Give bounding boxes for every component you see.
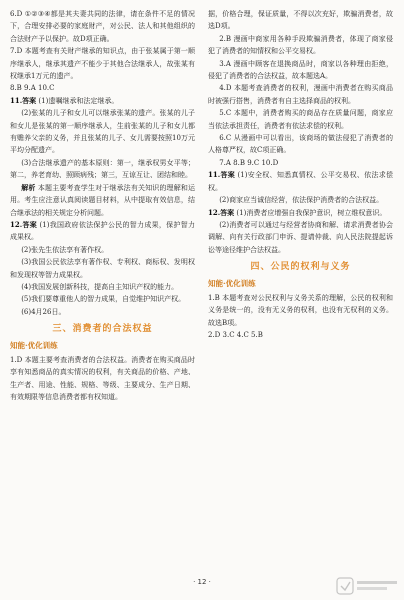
paragraph: (4)我国发展创新科技，提高自主知识产权的能力。 — [21, 282, 179, 291]
left-column — [10, 8, 195, 404]
paragraph: (5)我们要尊重他人的智力成果，自觉维护知识产权。 — [21, 295, 186, 304]
paragraph: 5.C 本题中，消费者购买的商品存在质量问题，商家应当依法承担责任，消费者有依法求偿的权利。 — [208, 109, 393, 130]
paragraph: (2)张先生依法享有著作权。 — [21, 245, 109, 254]
answer-label: 11.答案 — [208, 170, 236, 180]
paragraph: (2)张某的儿子和女儿可以继承张某的遗产。张某的儿子和女儿是张某的第一顺序继承人，生前张某的儿子和女儿都有赡养父亲的义务，并且张某的儿子、女儿需要按照10万元平均分配遗产。 — [10, 109, 195, 155]
page-number: · 12 · — [193, 578, 211, 586]
section-title: 三、消费者的合法权益 — [52, 324, 153, 335]
answer-paragraph — [208, 169, 393, 194]
paragraph: 据，价格合理，保证质量，不得以次充好，欺骗消费者，故选D项。 — [208, 10, 393, 31]
answer-paragraph — [208, 207, 393, 219]
sub-title: 知能·优化训练 — [208, 278, 256, 288]
paragraph: 2.B 漫画中商家用各种手段欺骗消费者，体现了商家侵犯了消费者的知情权和公平交易权。 — [208, 34, 393, 56]
analysis-paragraph — [10, 182, 195, 219]
paragraph: 3.A 漫画中顾客在退换商品时，商家以各种理由拒绝，侵犯了消费者的合法权益，故本题选A。 — [208, 59, 393, 81]
paragraph: 1.B 本题考查对公民权利与义务关系的理解，公民的权利和义务是统一的，没有无义务的权利，也没有无权利的义务。故选B项。 — [208, 293, 393, 327]
paragraph: 7.D 本题考查有关财产继承的知识点，由于张某属于第一顺序继承人，继承其遗产不能少于其他合法继承人，故张某有权继承1万元的遗产。 — [10, 47, 195, 81]
answer-text: (1)安全权、知悉真情权、公平交易权、依法求偿权。 — [208, 171, 393, 192]
analysis-label: 解析 — [21, 182, 36, 192]
paragraph: (2)商家应当诚信经营，依法保护消费者的合法权益。 — [219, 196, 384, 205]
sub-title: 知能·优化训练 — [10, 340, 58, 350]
paragraph: 6.D ①②③④都是其夫妻共同的法律，请在条件不足的情况下，合理安排必要的家庭财产，对公民、法人和其他组织的合法财产予以保护。故D项正确。 — [10, 10, 195, 43]
paragraph: 7.A 8.B 9.C 10.D — [219, 158, 279, 167]
paragraph: 4.D 本题考查消费者的权利，漫画中消费者在购买商品时被强行搭售，消费者有自主选择商品的权利。 — [208, 84, 393, 105]
paragraph: 1.D 本题主要考查消费者的合法权益。消费者在购买商品时享有知悉商品的真实情况的权利，有关商品的价格、产地、生产者、用途、性能、规格、等级、主要成分、生产日期、有效期限等信息消费者都有权知道。 — [10, 355, 195, 402]
paragraph: (3)合法继承遗产的基本原则：第一，继承权男女平等；第二，养老育幼、照顾病残；第三，互谅互让、团结和睦。 — [10, 158, 195, 180]
section-title: 四、公民的权利与义务 — [250, 262, 351, 273]
answer-label: 11.答案 — [10, 95, 37, 105]
answer-site-watermark-icon — [336, 576, 400, 596]
paragraph: 2.D 3.C 4.C 5.B — [208, 331, 263, 340]
right-column — [208, 8, 393, 342]
analysis-text: 本题主要考查学生对于继承法有关知识的理解和运用。考生应注意认真阅读题目材料，从中提取有效信息，结合继承法的相关规定分析问题。 — [10, 183, 196, 217]
paragraph: 8.B 9.A 10.C — [10, 84, 55, 93]
answer-label: 12.答案 — [10, 219, 38, 229]
paragraph: 6.C 从漫画中可以看出，该商场的做法侵犯了消费者的人格尊严权，故C项正确。 — [208, 134, 393, 155]
answer-text: (1)消费者应增强自我保护意识，树立维权意识。 — [236, 208, 387, 217]
answer-label: 12.答案 — [208, 207, 235, 217]
paragraph: (3)我国公民依法享有著作权、专利权、商标权、发明权和发现权等智力成果权。 — [10, 258, 195, 279]
paragraph: (2)消费者可以通过与经营者协商和解、请求消费者协会调解、向有关行政部门申诉、提请仲裁、向人民法院提起诉讼等途径维护合法权益。 — [208, 220, 393, 254]
answer-paragraph — [10, 219, 195, 244]
answer-text: (1)我国政府依法保护公民的智力成果，保护智力成果权。 — [10, 220, 195, 242]
answer-text: (1)遗嘱继承和法定继承。 — [38, 96, 119, 105]
paragraph: (6)4月26日。 — [21, 307, 66, 316]
answer-paragraph — [10, 95, 195, 107]
